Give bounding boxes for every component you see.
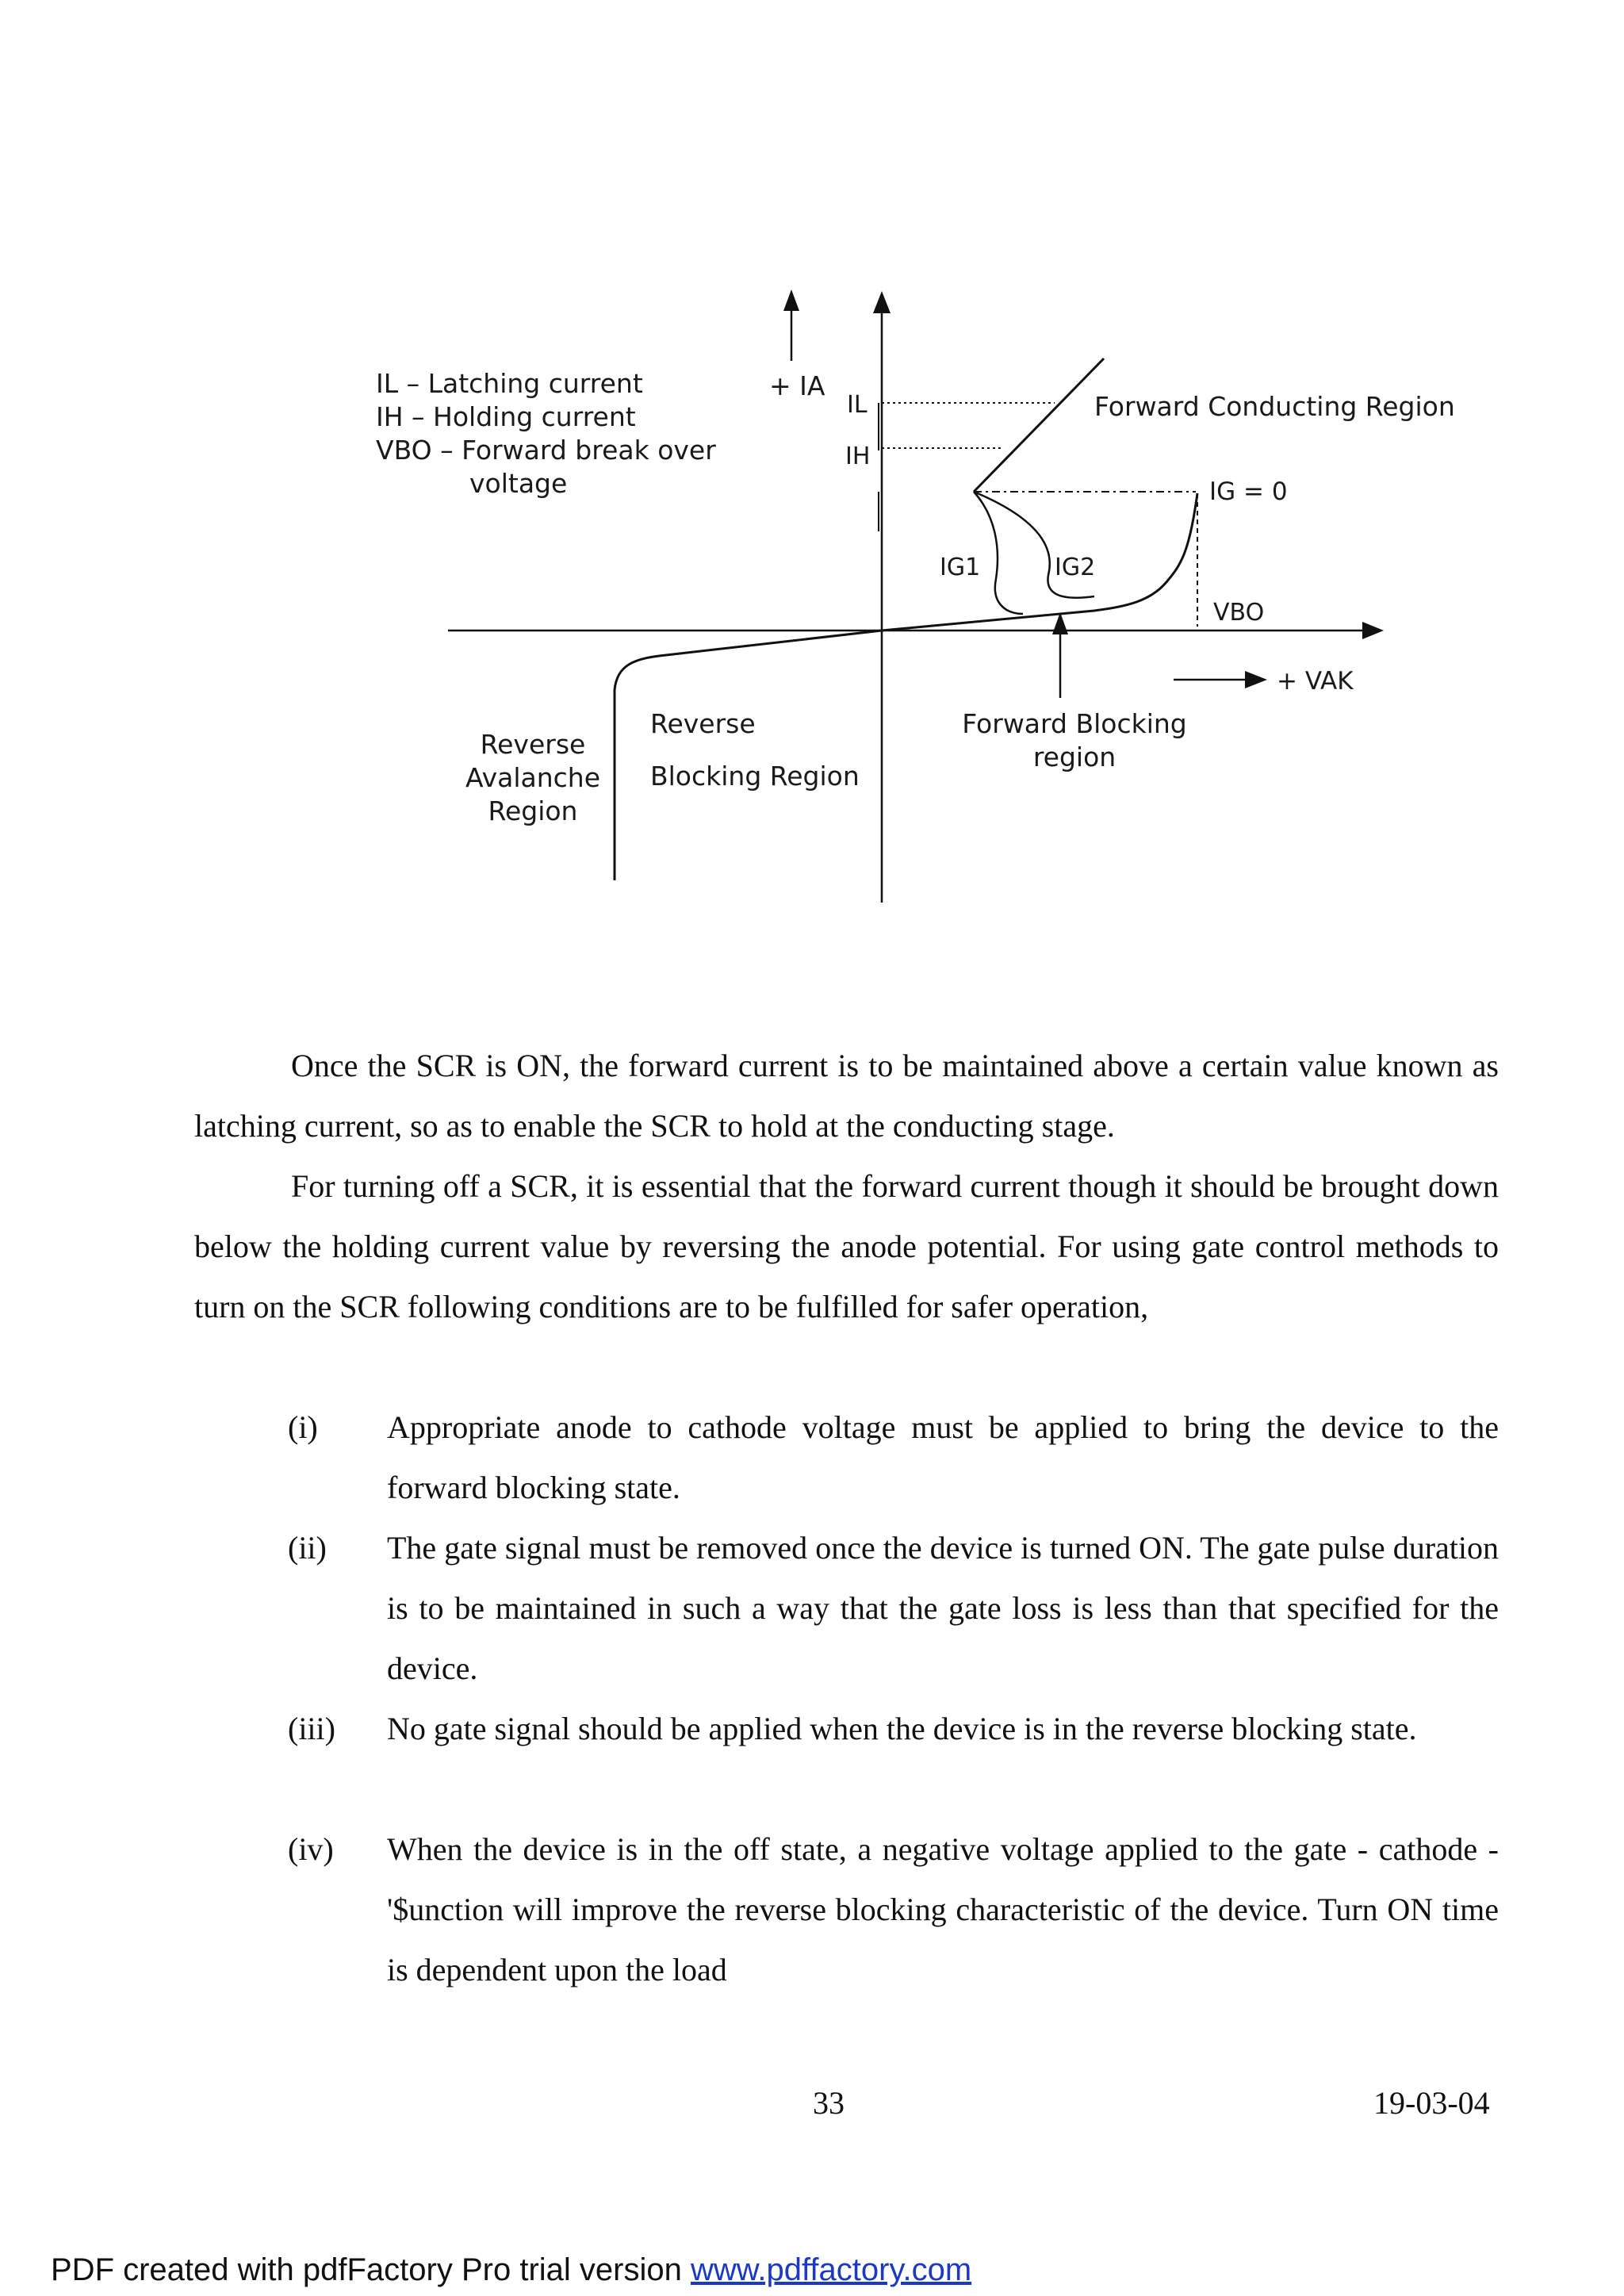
level-label-il: IL: [847, 391, 868, 419]
page-date: 19-03-04: [1373, 2085, 1490, 2121]
region-forward-blocking-line2: region: [1032, 742, 1116, 772]
list-item-text: Appropriate anode to cathode voltage must be applied to bring the device to the forward blocking state.: [387, 1409, 1499, 1505]
ig1-curve: [974, 492, 1023, 614]
legend-voltage-continuation: voltage: [469, 468, 568, 499]
legend-holding-current: IH – Holding current: [376, 401, 636, 432]
list-item-number: (iii): [288, 1711, 335, 1746]
region-forward-blocking-line1: Forward Blocking: [962, 708, 1187, 739]
list-item-text: No gate signal should be applied when the device is in the reverse blocking state.: [387, 1711, 1417, 1746]
region-reverse-avalanche-line2: Avalanche: [465, 762, 601, 793]
x-axis-arrow-icon: [1362, 622, 1384, 639]
legend-latching-current: IL – Latching current: [376, 368, 643, 399]
axis-label-plus-vak: + VAK: [1277, 667, 1354, 696]
list-item-number: (iv): [288, 1831, 334, 1867]
axis-label-plus-ia: + IA: [769, 370, 825, 401]
ig0-forward-blocking-curve: [882, 493, 1197, 631]
pdf-creator-note: [51, 2252, 971, 2288]
list-item-number: (i): [288, 1409, 318, 1445]
region-reverse-avalanche-line1: Reverse: [480, 729, 586, 760]
forward-conducting-curve: [974, 358, 1104, 492]
region-forward-conducting: Forward Conducting Region: [1094, 391, 1455, 422]
reverse-characteristic-curve: [615, 631, 882, 880]
paragraph-latching-current: Once the SCR is ON, the forward current is to be maintained above a certain value known as latching current, so as to enable the SCR to hold at the conducting stage.: [194, 1048, 1499, 1144]
level-label-ih: IH: [845, 443, 871, 470]
list-item-text: When the device is in the off state, a negative voltage applied to the gate - cathode -'$unction will improve the reverse blocking characteristic of the device. Turn ON time is dependent upon the load: [387, 1831, 1499, 1987]
page-number: 33: [813, 2085, 845, 2121]
ig2-curve: [974, 492, 1094, 598]
ia-direction-arrow-icon: [783, 289, 799, 311]
paragraph-turning-off: For turning off a SCR, it is essential that the forward current though it should be brought down below the holding current value by reversing the anode potential. For using gate control methods to turn on the SCR following conditions are to be fulfilled for safer operation,: [194, 1168, 1499, 1324]
forward-blocking-pointer-arrow-icon: [1052, 612, 1068, 634]
region-reverse-avalanche-line3: Region: [488, 795, 578, 826]
legend: [376, 368, 716, 499]
curve-label-vbo: VBO: [1213, 599, 1265, 627]
vak-direction-arrow-icon: [1245, 671, 1267, 688]
curve-label-ig1: IG1: [940, 554, 981, 581]
pdf-creator-text: PDF created with pdfFactory Pro trial version: [51, 2252, 691, 2287]
region-reverse-blocking-line1: Reverse: [650, 708, 756, 739]
curve-label-ig2: IG2: [1055, 554, 1096, 581]
y-axis-arrow-icon: [873, 291, 891, 313]
legend-forward-breakover-voltage: VBO – Forward break over: [376, 435, 716, 466]
scr-characteristic-diagram: [0, 0, 1624, 952]
curve-label-ig0: IG = 0: [1209, 477, 1288, 506]
pdffactory-link[interactable]: www.pdffactory.com: [690, 2252, 972, 2287]
region-reverse-blocking-line2: Blocking Region: [650, 761, 860, 792]
list-item-number: (ii): [288, 1530, 327, 1566]
list-item-text: The gate signal must be removed once the device is turned ON. The gate pulse duration is to be maintained in such a way that the gate loss is less than that specified for the device.: [387, 1530, 1499, 1686]
